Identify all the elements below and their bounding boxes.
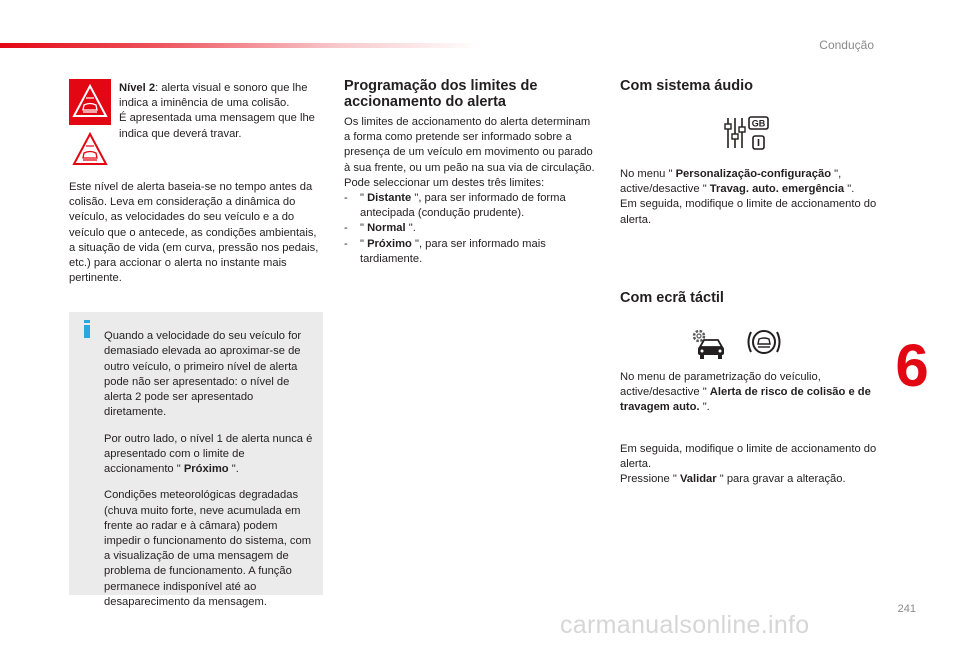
threshold-item-distante [344,191,599,221]
audio-system-title: Com sistema áudio [620,78,753,94]
threshold-item-proximo [344,237,599,267]
audio-settings-icon [724,114,770,152]
info-p2-bold: Próximo [183,463,229,475]
info-icon [81,320,93,338]
info-box [69,312,323,608]
watermark: carmanualsonline.info [560,611,810,639]
programming-body [344,115,599,267]
info-text [104,318,316,621]
item-bold: Próximo [367,237,412,250]
touchscreen-instructions [620,370,882,416]
collision-warning-outline-icon [69,127,111,173]
option-name: Travag. auto. emergência [709,183,845,196]
page-number: 241 [897,603,916,615]
programming-p1: Os limites de accionamento do alerta determinam a forma como pretende ser informado sobre a presença de um veículo em movimento ou parado à sua frente, ou um peão na sua via de circulação. [344,116,595,174]
item-bold: Distante [367,192,412,205]
touch-p2: Em seguida, modifique o limite de accionamento do alerta. [620,443,877,471]
dash: - [344,237,348,250]
alert-level-paragraph: Este nível de alerta baseia-se no tempo antes da colisão. Leva em consideração a dinâmica do veículo, as velocidades do seu veículo e a do veículo que o antecede, as condições ambientais, a situação de vida (em curva, pressão nos pedais, etc.) para accionar o alerta no instante mais pertinente. [69,181,319,285]
audio-text-e: ". [844,183,855,196]
chapter-number: 6 [895,332,929,399]
touchscreen-title: Com ecrã táctil [620,290,724,306]
item-post: ", para ser informado mais tardiamente. [360,237,546,265]
item-pre: " [360,237,368,250]
vehicle-settings-icon [690,327,728,361]
info-p2 [104,432,316,478]
touch-p3-a: Pressione " [620,473,680,486]
item-post: ". [405,222,416,235]
info-p2-after: ". [228,463,239,475]
audio-p2: Em seguida, modifique o limite de accionamento do alerta. [620,198,877,226]
touchscreen-followup [620,442,882,488]
programming-p2: Pode seleccionar um destes três limites: [344,176,545,189]
section-title: Condução [819,38,874,52]
touch-p3-c: " para gravar a alteração. [716,473,846,486]
item-pre: " [360,222,368,235]
nivel2-label: Nível 2 [119,82,156,94]
audio-instructions [620,167,882,228]
programming-title: Programação dos limites de accionamento do alerta [344,78,538,110]
touch-text-c: ". [699,401,710,414]
audio-text-c: ", active/desactive " [620,168,842,196]
item-bold: Normal [367,222,406,235]
menu-name: Personalização-configuração [675,168,832,180]
audio-icon-label: GB [751,118,766,129]
item-post: ", para ser informado de forma antecipada (condução prudente). [360,192,566,220]
item-pre: " [360,192,368,205]
validar-label: Validar [679,473,717,486]
collision-warning-red-icon [69,79,111,125]
touch-text-a: No menu de parametrização do veículio, active/desactive " [620,371,821,399]
dash: - [344,192,348,205]
info-p1: Quando a velocidade do seu veículo for demasiado elevada ao aproximar-se de outro veículo, o primeiro nível de alerta pode não ser apresentado: o nível de alerta 2 pode ser apresentado diretamente. [104,330,302,419]
info-p3: Condições meteorológicas degradadas (chuva muito forte, neve acumulada em frente ao radar e à câmara) podem impedir o funcionamento do sistema, com a visualização de uma mensagem de problema de funcionamento. A função permanece indisponível até ao desaparecimento da mensagem. [104,489,312,608]
dash: - [344,222,348,235]
touch-option-name: Alerta de risco de colisão e de travagem auto. [620,386,871,414]
nivel2-description [119,81,319,142]
info-p2-before: Por outro lado, o nível 1 de alerta nunca é apresentado com o limite de accionamento " [104,432,313,475]
nivel2-text: : alerta visual e sonoro que lhe indica a iminência de uma colisão. [119,82,308,110]
threshold-item-normal [344,221,599,236]
audio-text-a: No menu " [620,168,676,180]
collision-alert-icon [744,324,784,360]
header-accent-bar [0,43,480,48]
nivel2-text2: É apresentada uma mensagem que lhe indica que deverá travar. [119,112,315,140]
